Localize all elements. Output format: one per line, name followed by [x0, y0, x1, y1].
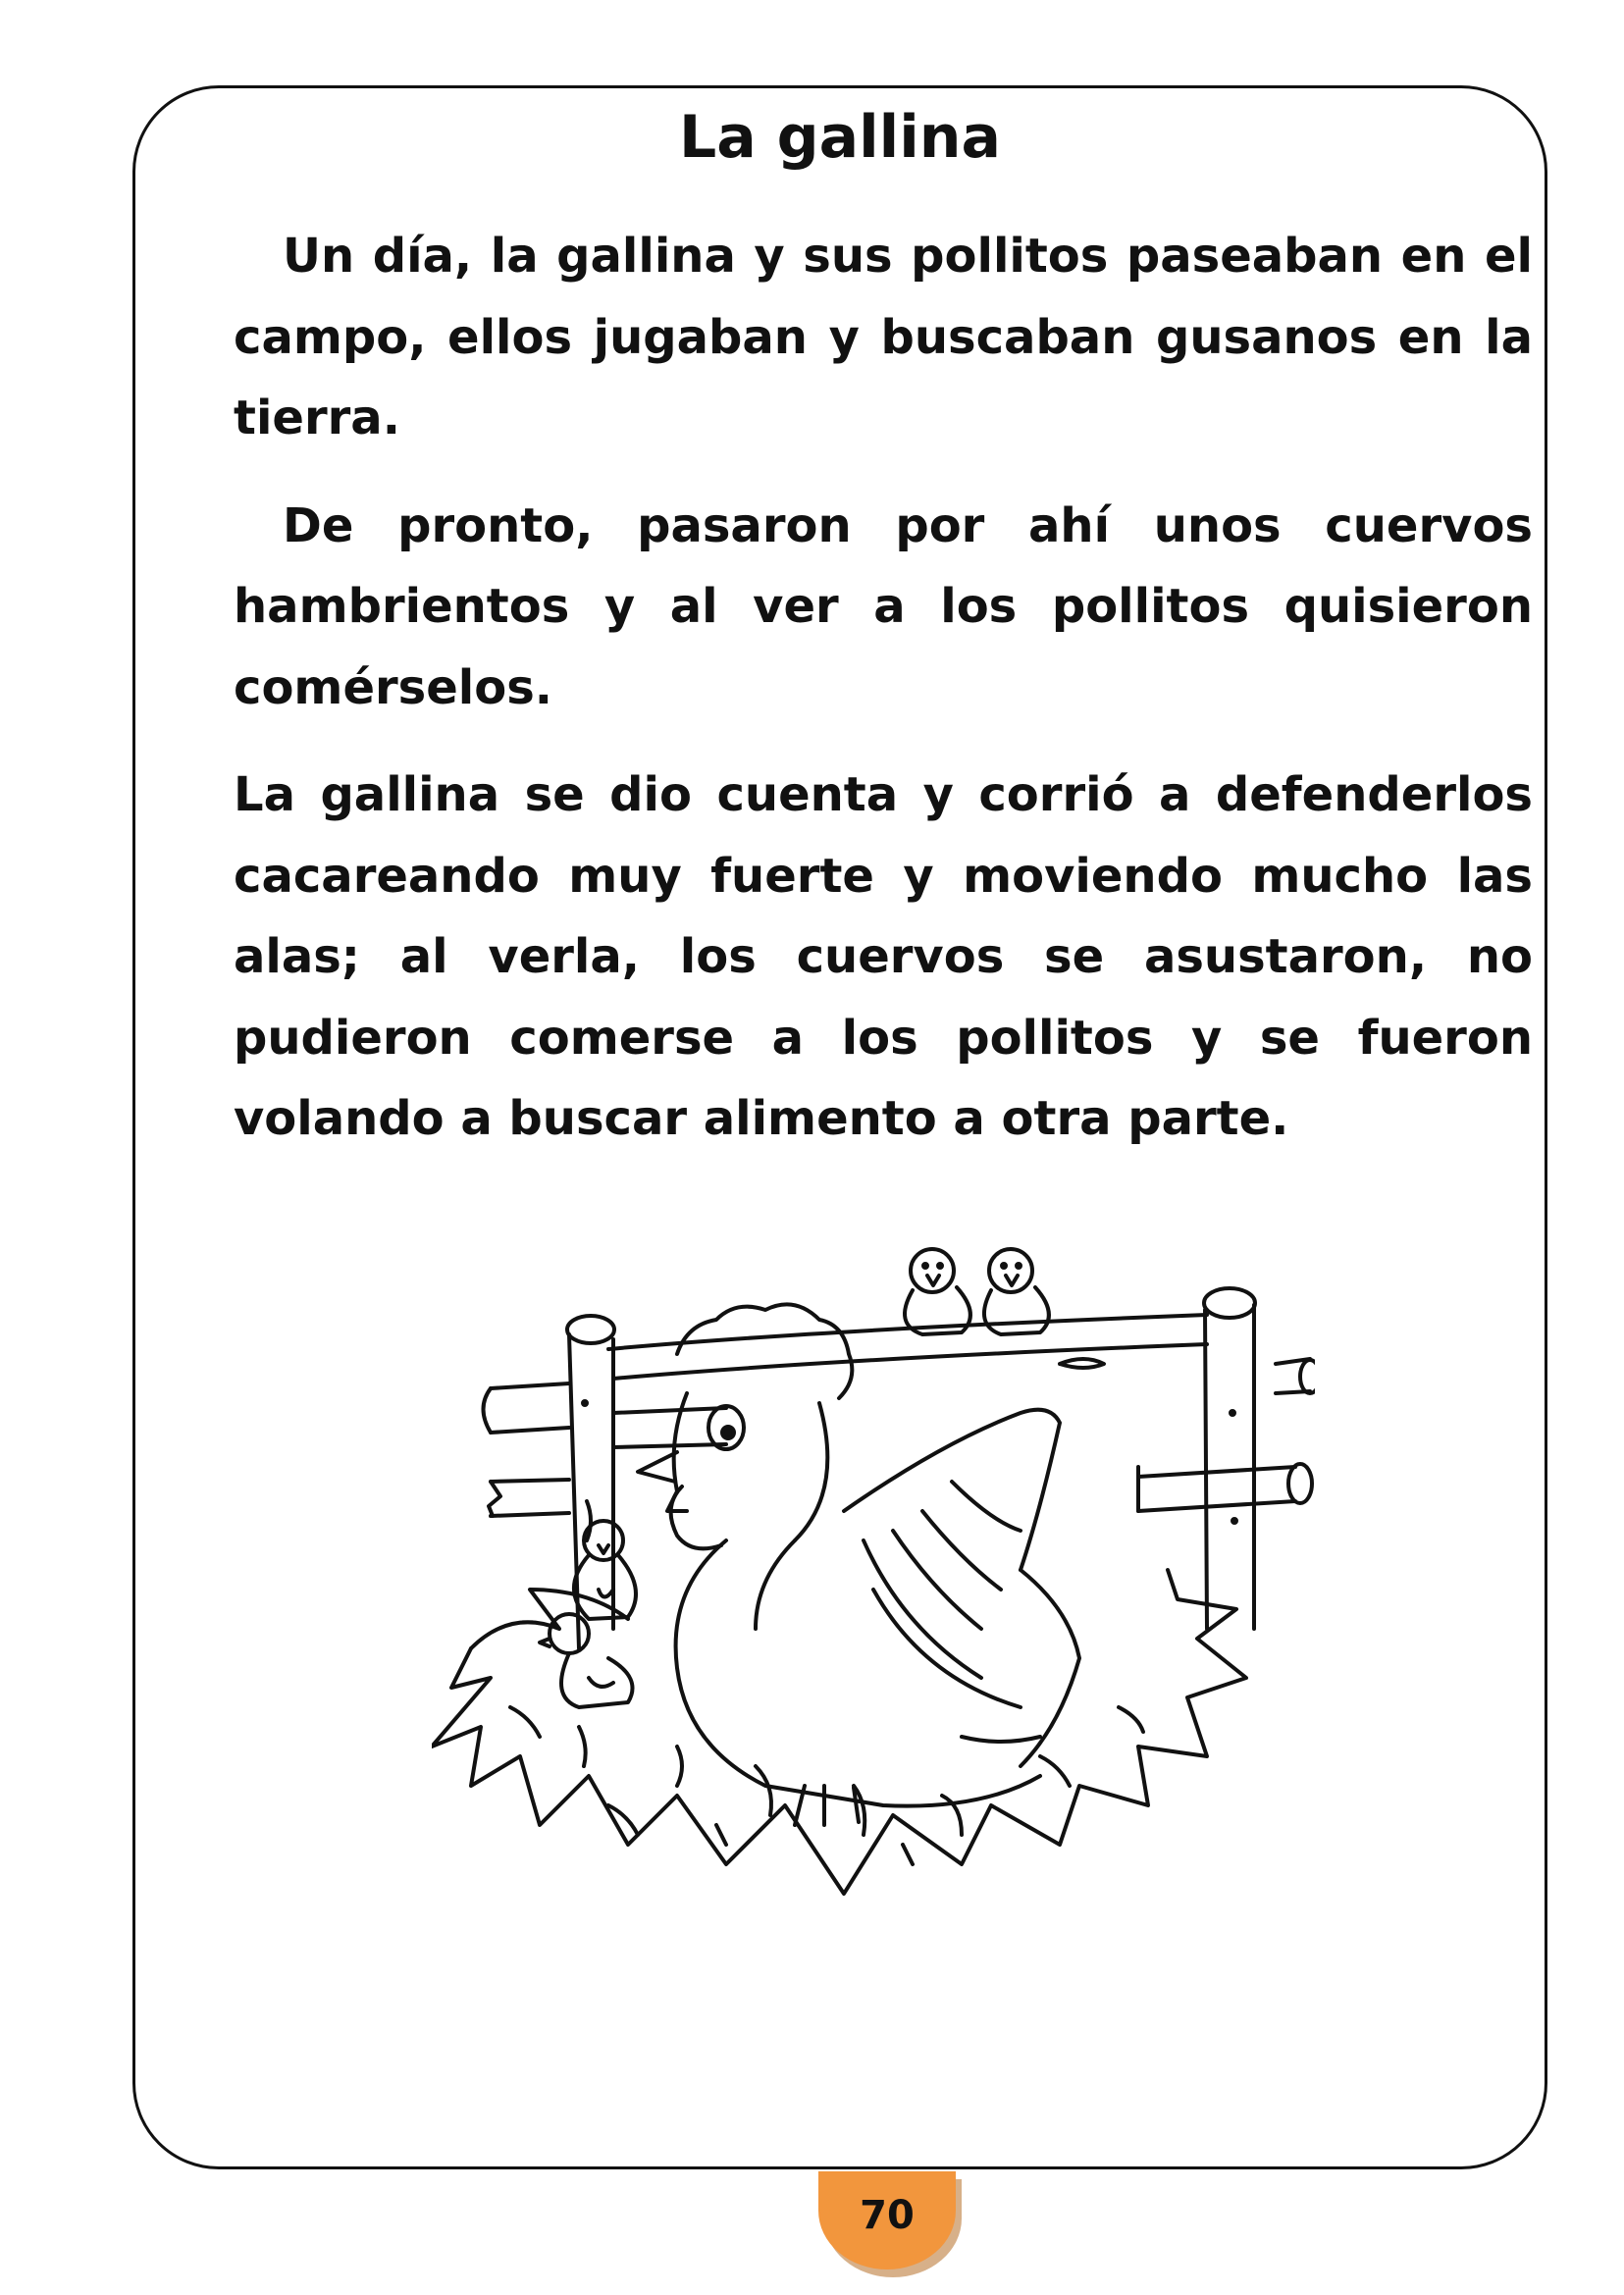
nest-icon	[432, 1570, 1246, 1894]
story-paragraph-2: De pronto, pasaron por ahí unos cuervos hambrientos y al ver a los pollitos quisieron comérselos.	[234, 497, 1533, 715]
story-paragraph-1: Un día, la gallina y sus pollitos paseaban en el campo, ellos jugaban y buscaban gusanos en la tierra.	[234, 229, 1533, 445]
page-number-badge: 70	[818, 2171, 956, 2269]
hen-icon	[638, 1304, 1079, 1825]
story-paragraph-3: La gallina se dio cuenta y corrió a defenderlos cacareando muy fuerte y moviendo mucho las alas; al verla, los cuervos se asustaron, no pudieron comerse a los pollitos y se fueron volando a buscar alimento a otra parte.	[234, 767, 1533, 1146]
story-text	[234, 216, 1533, 1186]
page-title: La gallina	[679, 103, 1001, 172]
hen-illustration	[432, 1217, 1315, 1962]
